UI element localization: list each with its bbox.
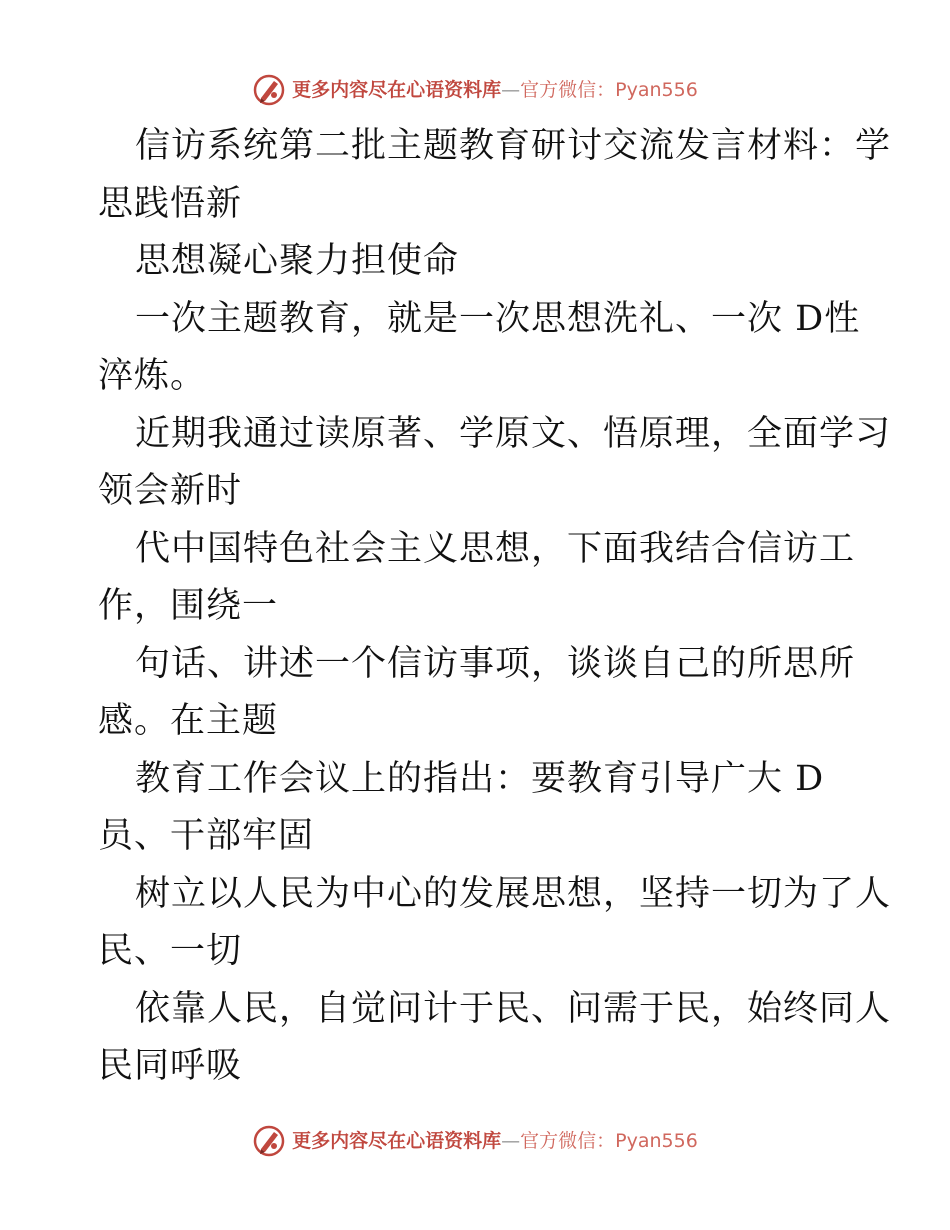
banner-separator: — (501, 1129, 521, 1152)
header-watermark-banner (0, 70, 950, 110)
document-line: 句话、讲述一个信访事项，谈谈自己的所思所 (135, 643, 856, 684)
document-line: 感。在主题 (98, 701, 279, 741)
document-line: 民、一切 (98, 931, 243, 971)
document-line: 民同呼吸 (98, 1046, 243, 1086)
banner-wechat-text: 官方微信：Pyan556 (520, 1129, 698, 1152)
pen-logo-icon (252, 1124, 286, 1158)
banner-brand-text: 更多内容尽在心语资料库 (292, 1129, 502, 1152)
document-line: 领会新时 (98, 471, 243, 511)
document-line: 思想凝心聚力担使命 (135, 241, 460, 281)
document-line: 树立以人民为中心的发展思想，坚持一切为了人 (135, 873, 892, 914)
document-line: 淬炼。 (98, 356, 207, 396)
document-line: 信访系统第二批主题教育研讨交流发言材料：学 (135, 126, 892, 166)
document-line: 作，围绕一 (98, 586, 279, 626)
pen-logo-icon (252, 73, 286, 107)
document-line: 员、干部牢固 (98, 816, 315, 856)
document-line: 教育工作会议上的指出：要教育引导广大 D (135, 758, 825, 799)
document-line: 思践悟新 (98, 183, 243, 224)
document-line: 近期我通过读原著、学原文、悟原理，全面学习 (135, 413, 892, 454)
document-line: 依靠人民，自觉问计于民、问需于民，始终同人 (135, 988, 892, 1029)
banner-brand-text: 更多内容尽在心语资料库 (292, 78, 502, 101)
banner-wechat-text: 官方微信：Pyan556 (520, 78, 698, 101)
footer-watermark-banner (0, 1121, 950, 1161)
document-line: 代中国特色社会主义思想，下面我结合信访工 (135, 528, 856, 569)
document-line: 一次主题教育，就是一次思想洗礼、一次 D性 (135, 298, 861, 339)
banner-separator: — (501, 78, 521, 101)
document-body (98, 118, 892, 1096)
